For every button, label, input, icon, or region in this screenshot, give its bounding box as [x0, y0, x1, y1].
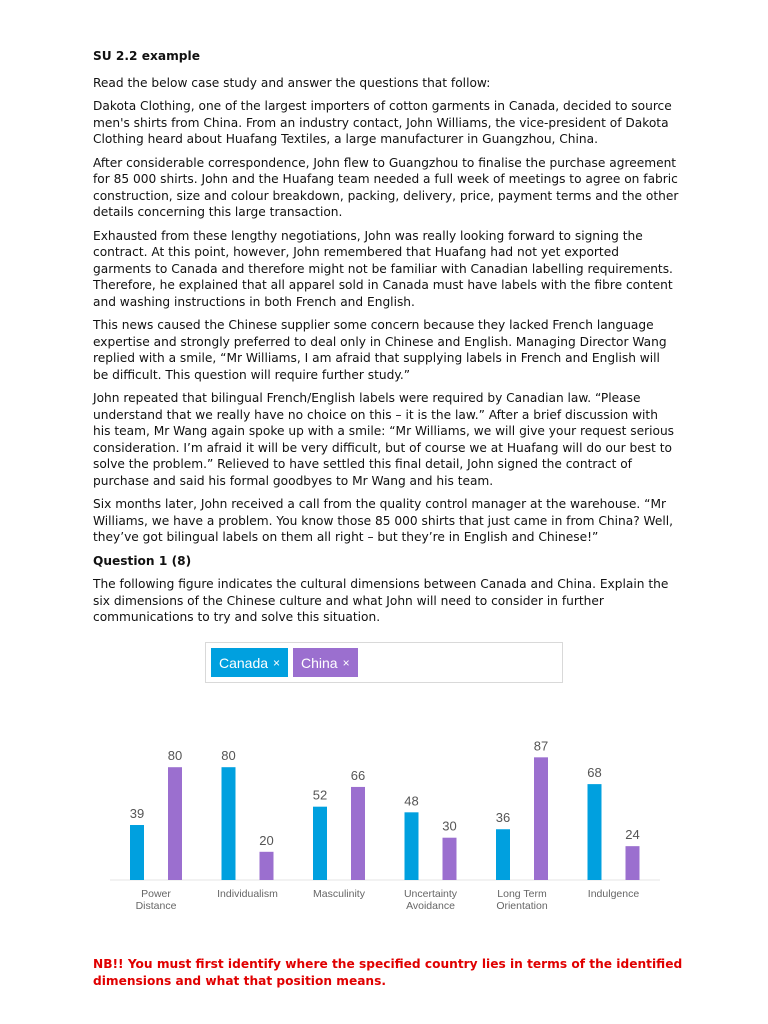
- data-label-canada-1: 80: [221, 748, 236, 764]
- category-label-4-0: Long Term: [497, 888, 547, 900]
- chip-label-china: China: [301, 654, 338, 671]
- remove-china-icon[interactable]: ×: [342, 655, 350, 670]
- remove-canada-icon[interactable]: ×: [273, 655, 281, 670]
- data-label-china-1: 20: [259, 832, 274, 848]
- paragraph-4: This news caused the Chinese supplier some concern because they lacked French language expertise and strongly preferred to deal only in Chinese and English. Managing Director Wang replied with a smile, “Mr Williams, I am afraid that supplying labels in French and English will be difficult. This question will require further study.”: [93, 318, 667, 382]
- bar-china-3: [443, 838, 457, 880]
- question-text: The following figure indicates the cultural dimensions between Canada and China. Explain the six dimensions of the Chinese culture and what John will need to consider in further communications to try and solve this situation.: [93, 577, 669, 624]
- bar-china-1: [260, 852, 274, 880]
- category-label-0-0: Power: [141, 888, 171, 900]
- bar-canada-5: [588, 784, 602, 880]
- data-label-china-2: 66: [350, 767, 366, 783]
- data-label-canada-5: 68: [587, 765, 602, 781]
- paragraph-5: John repeated that bilingual French/English labels were required by Canadian law. “Please understand that we really have no choice on this – it is the law.” After a brief discussion with his team, Mr Wang again spoke up with a smile: “Mr Williams, we will give your request serious consideration. I’m afraid it will be very difficult, but of course we at Huafang will do our best to solve the problem.” Relieved to have settled this final detail, John signed the contract of purchase and said his formal goodbyes to Mr Wang and his team.: [93, 391, 675, 488]
- data-label-china-4: 87: [533, 738, 549, 754]
- document-heading: SU 2.2 example: [93, 49, 200, 63]
- paragraph-3: Exhausted from these lengthy negotiations, John was really looking forward to signing the contract. At this point, however, John remembered that Huafang had not yet exported garments to Canada and therefore might not be familiar with Canadian labelling requirements. Therefore, he explained that all apparel sold in Canada must have labels with the fibre content and washing instructions in both French and English.: [93, 228, 673, 309]
- bar-canada-3: [405, 812, 419, 880]
- bar-canada-4: [496, 829, 510, 880]
- data-label-canada-4: 36: [495, 810, 511, 826]
- bar-china-2: [351, 787, 365, 880]
- nb-note: NB!! You must first identify where the specified country lies in terms of the identified dimensions and what that position means.: [93, 957, 683, 988]
- bar-canada-0: [130, 825, 144, 880]
- category-label-2-0: Masculinity: [313, 888, 365, 900]
- question-heading: Question 1 (8): [93, 553, 192, 568]
- data-label-canada-0: 39: [129, 806, 145, 822]
- chip-label-canada: Canada: [219, 654, 269, 671]
- bar-china-4: [534, 757, 548, 880]
- category-label-3-1: Avoidance: [406, 900, 455, 912]
- category-label-1-0: Individualism: [217, 888, 278, 900]
- bar-china-0: [168, 767, 182, 880]
- data-label-china-3: 30: [442, 818, 457, 834]
- bar-china-5: [626, 846, 640, 880]
- bar-canada-2: [313, 807, 327, 880]
- paragraph-1: Dakota Clothing, one of the largest importers of cotton garments in Canada, decided to source men's shirts from China. From an industry contact, John Williams, the vice-president of Dakota Clothing heard about Huafang Textiles, a large manufacturer in Guangzhou, China.: [93, 99, 672, 146]
- data-label-canada-2: 52: [312, 787, 328, 803]
- bar-canada-1: [222, 767, 236, 880]
- data-label-canada-3: 48: [404, 793, 419, 809]
- data-label-china-5: 24: [625, 827, 640, 843]
- data-label-china-0: 80: [167, 748, 183, 764]
- paragraph-2: After considerable correspondence, John flew to Guangzhou to finalise the purchase agreement for 85 000 shirts. John and the Huafang team needed a full week of meetings to agree on fabric construction, size and colour breakdown, packing, delivery, price, payment terms and the other details concerning this large transaction.: [93, 155, 679, 219]
- paragraph-6: Six months later, John received a call from the quality control manager at the warehouse. “Mr Williams, we have a problem. You know those 85 000 shirts that just came in from China? Well, they’ve got bilingual labels on them all right – but they’re in English and Chinese!”: [93, 497, 674, 544]
- paragraph-intro: Read the below case study and answer the questions that follow:: [93, 75, 491, 90]
- category-label-4-1: Orientation: [496, 900, 548, 912]
- category-label-5-0: Indulgence: [587, 888, 640, 900]
- category-label-0-1: Distance: [135, 900, 177, 912]
- category-label-3-0: Uncertainty: [403, 888, 458, 900]
